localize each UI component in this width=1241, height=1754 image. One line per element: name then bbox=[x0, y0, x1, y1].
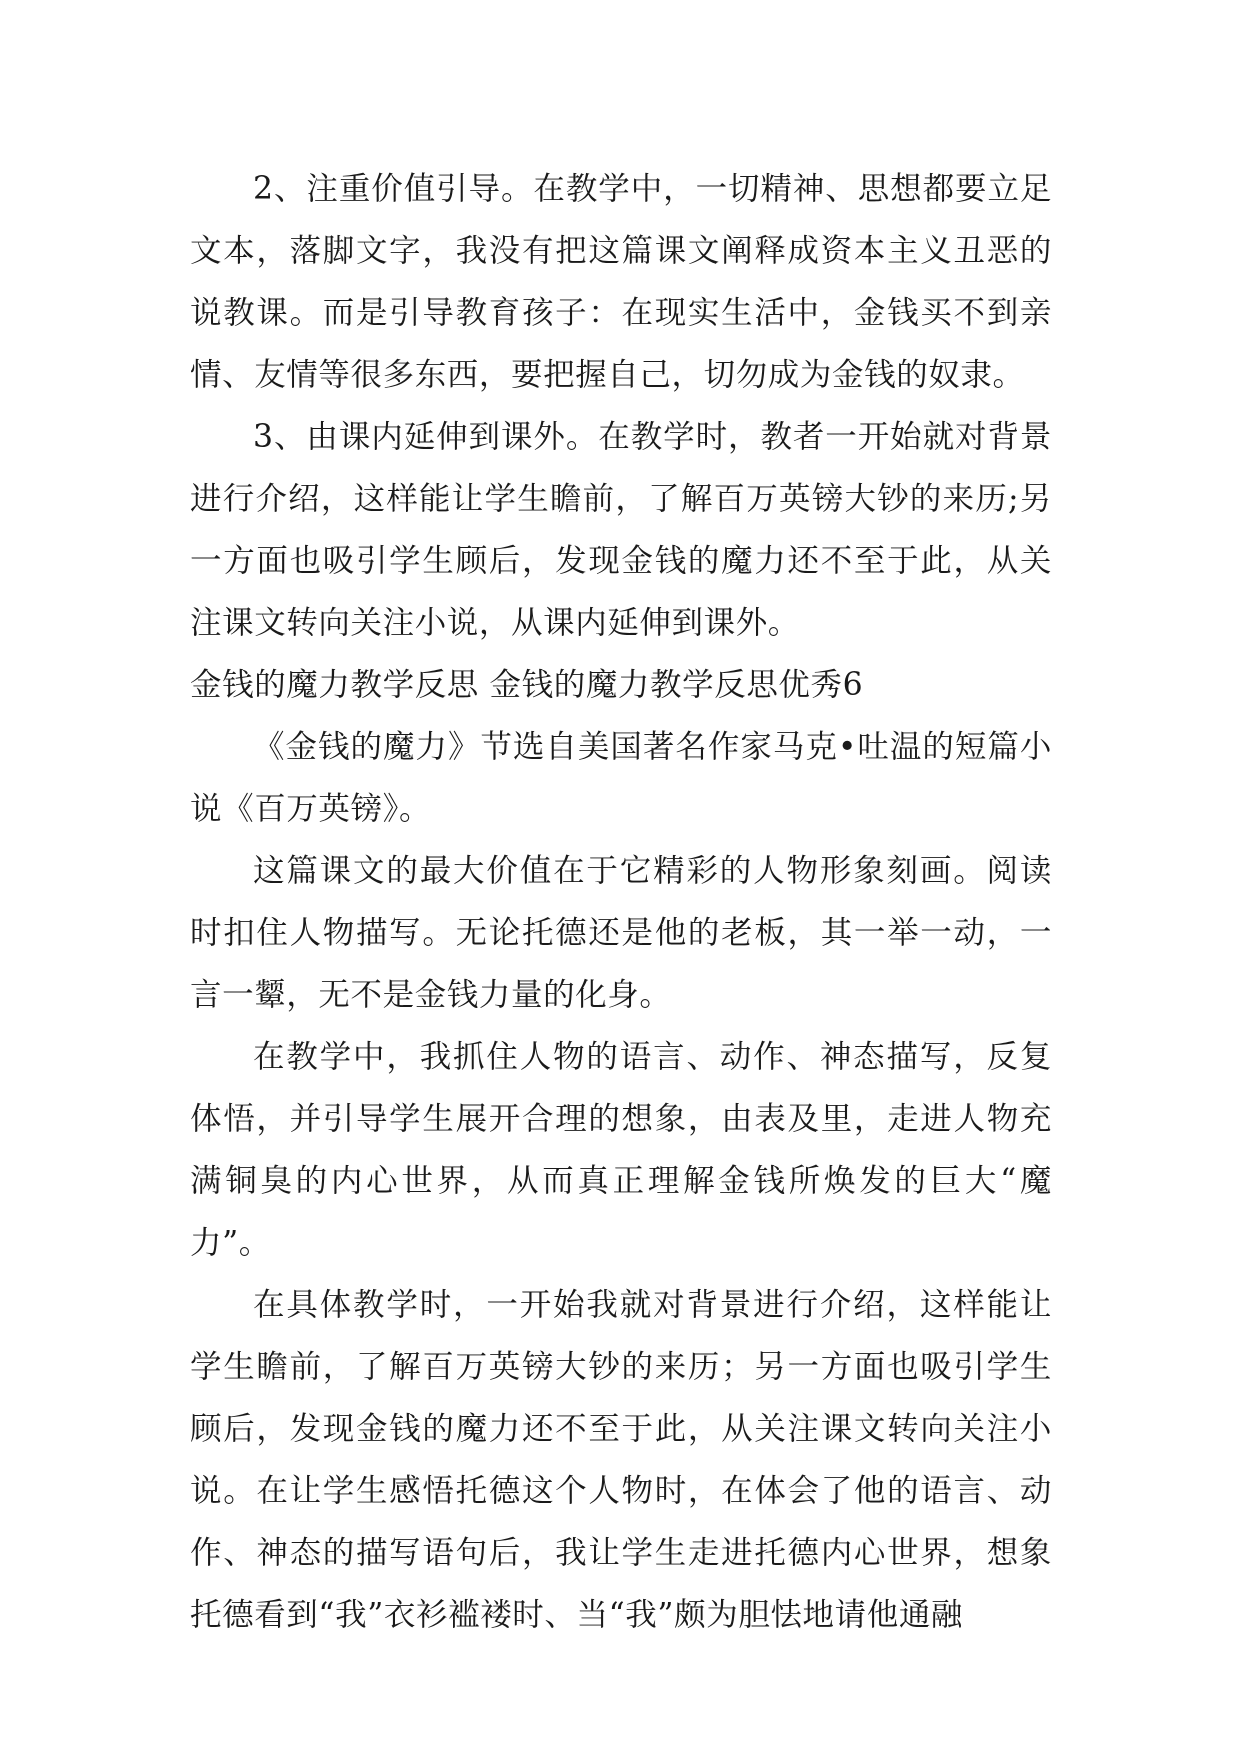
document-body bbox=[190, 158, 1052, 1646]
paragraph-source: 《金钱的魔力》节选自美国著名作家马克•吐温的短篇小说《百万英镑》。 bbox=[190, 729, 1052, 827]
paragraph-value-guidance: 2、注重价值引导。在教学中，一切精神、思想都要立足文本，落脚文字，我没有把这篇课文阐释成资本主义丑恶的说教课。而是引导教育孩子：在现实生活中，金钱买不到亲情、友情等很多东西，要把握自己，切勿成为金钱的奴隶。 bbox=[190, 171, 1052, 393]
paragraph-character-value: 这篇课文的最大价值在于它精彩的人物形象刻画。阅读时扣住人物描写。无论托德还是他的老板，其一举一动，一言一颦，无不是金钱力量的化身。 bbox=[190, 853, 1052, 1013]
paragraph-background-intro: 在具体教学时，一开始我就对背景进行介绍，这样能让学生瞻前，了解百万英镑大钞的来历；另一方面也吸引学生顾后，发现金钱的魔力还不至于此，从关注课文转向关注小说。在让学生感悟托德这个人物时，在体会了他的语言、动作、神态的描写语句后，我让学生走进托德内心世界，想象托德看到“我”衣衫褴褛时、当“我”颇为胆怯地请他通融 bbox=[190, 1287, 1052, 1633]
paragraph-teaching-method: 在教学中，我抓住人物的语言、动作、神态描写，反复体悟，并引导学生展开合理的想象，由表及里，走进人物充满铜臭的内心世界，从而真正理解金钱所焕发的巨大“魔力”。 bbox=[190, 1039, 1052, 1261]
section-title: 金钱的魔力教学反思 金钱的魔力教学反思优秀6 bbox=[190, 667, 864, 703]
paragraph-extend-outside: 3、由课内延伸到课外。在教学时，教者一开始就对背景进行介绍，这样能让学生瞻前，了解百万英镑大钞的来历;另一方面也吸引学生顾后，发现金钱的魔力还不至于此，从关注课文转向关注小说，从课内延伸到课外。 bbox=[190, 419, 1052, 641]
